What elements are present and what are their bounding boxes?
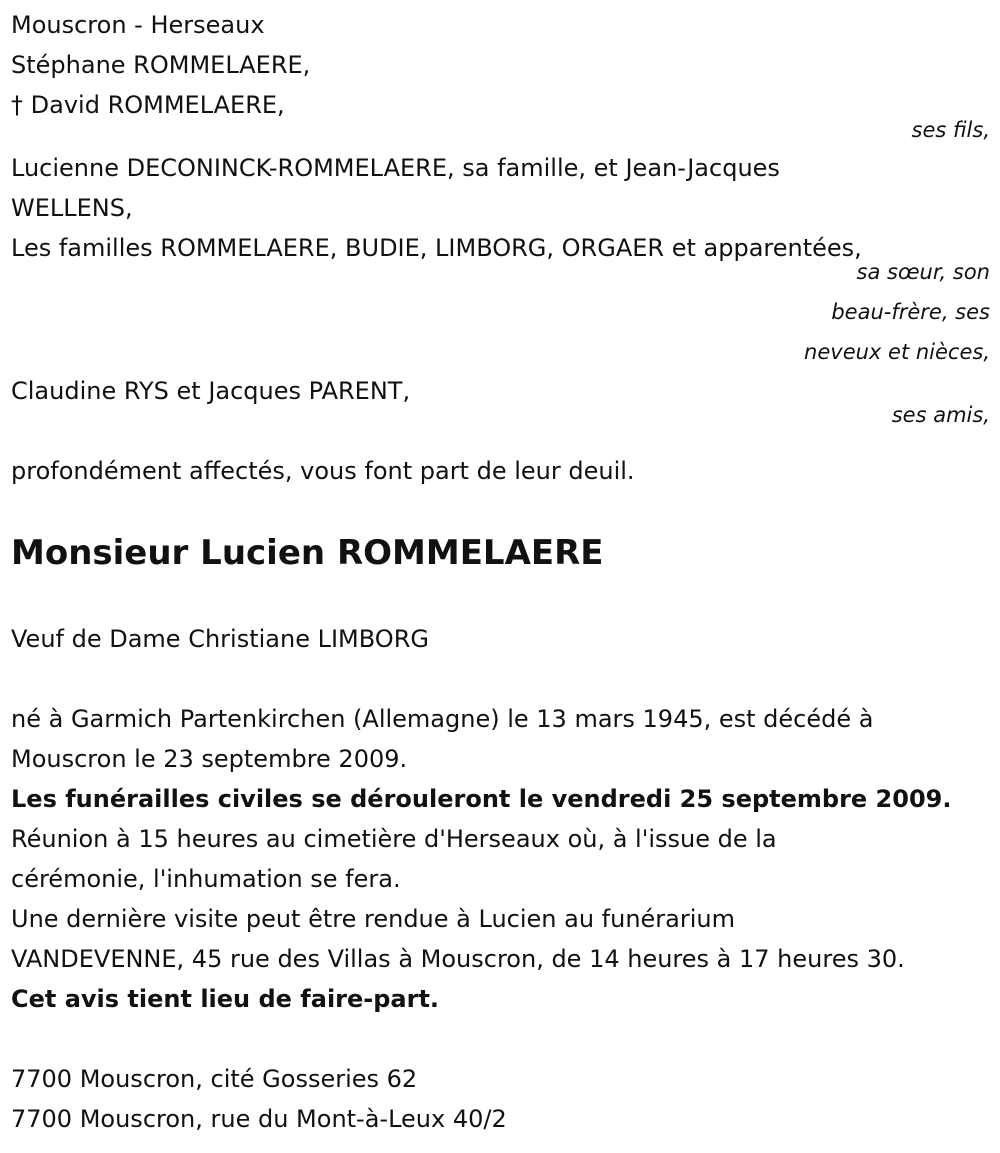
birth-line-2: Mouscron le 23 septembre 2009.	[11, 745, 408, 773]
sister-line-2: WELLENS,	[11, 194, 133, 222]
deceased-name: Monsieur Lucien ROMMELAERE	[11, 533, 604, 573]
son-name-1: Stéphane ROMMELAERE,	[11, 51, 311, 79]
sister-line-1: Lucienne DECONINCK-ROMMELAERE, sa famille, et Jean-Jacques	[11, 154, 780, 182]
location: Mouscron - Herseaux	[11, 11, 265, 39]
visit-line-2: VANDEVENNE, 45 rue des Villas à Mouscron, de 14 heures à 17 heures 30.	[11, 945, 905, 973]
families-line: Les familles ROMMELAERE, BUDIE, LIMBORG, ORGAER et apparentées,	[11, 234, 862, 262]
son-name-2-line	[11, 90, 285, 120]
son-name-2: David ROMMELAERE,	[30, 91, 285, 119]
family-role-1: sa sœur, son	[856, 260, 990, 284]
friends-role: ses amis,	[891, 403, 990, 427]
meeting-line-2: cérémonie, l'inhumation se fera.	[11, 865, 401, 893]
family-role-2: beau-frère, ses	[831, 300, 990, 324]
friends-names: Claudine RYS et Jacques PARENT,	[11, 377, 411, 405]
widower-line: Veuf de Dame Christiane LIMBORG	[11, 625, 429, 653]
visit-line-1: Une dernière visite peut être rendue à Lucien au funérarium	[11, 905, 736, 933]
funeral-line: Les funérailles civiles se dérouleront le vendredi 25 septembre 2009.	[11, 785, 952, 813]
address-1: 7700 Mouscron, cité Gosseries 62	[11, 1065, 418, 1093]
address-2: 7700 Mouscron, rue du Mont-à-Leux 40/2	[11, 1105, 507, 1133]
cross-icon: †	[11, 91, 23, 119]
sons-role: ses fils,	[911, 118, 990, 142]
notice-line: Cet avis tient lieu de faire-part.	[11, 985, 440, 1013]
family-role-3: neveux et nièces,	[804, 340, 990, 364]
announcement: profondément affectés, vous font part de leur deuil.	[11, 457, 635, 485]
meeting-line-1: Réunion à 15 heures au cimetière d'Herseaux où, à l'issue de la	[11, 825, 777, 853]
birth-line-1: né à Garmich Partenkirchen (Allemagne) le 13 mars 1945, est décédé à	[11, 705, 874, 733]
